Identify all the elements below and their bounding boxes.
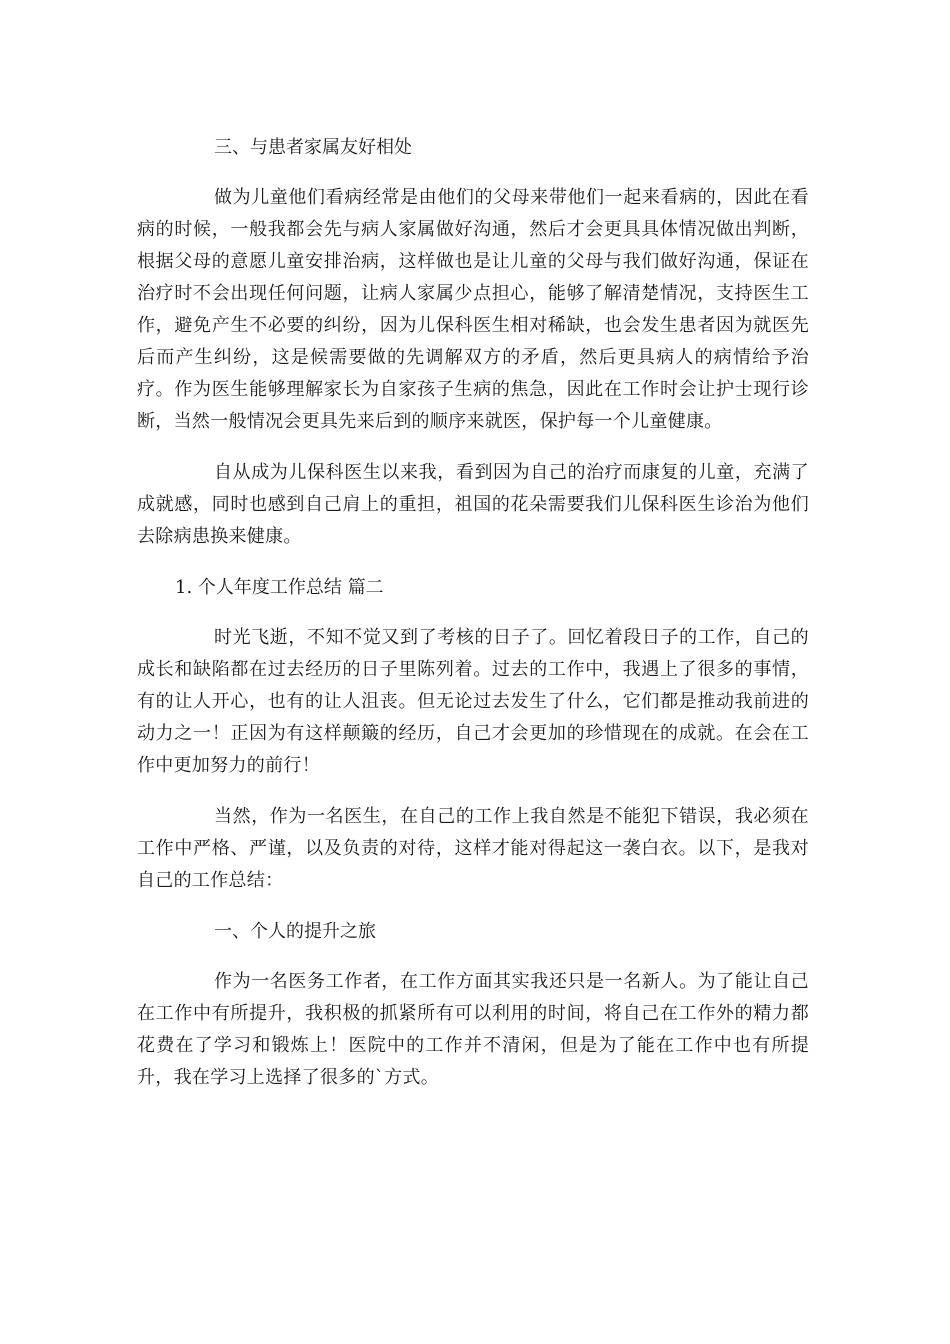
paragraph-as-a-doctor: 当然，作为一名医生，在自己的工作上我自然是不能犯下错误，我必须在工作中严格、严谨，以及负责的对待，这样才能对得起这一袭白衣。以下，是我对自己的工作总结： <box>137 806 809 891</box>
paragraph-family-communication: 做为儿童他们看病经常是由他们的父母来带他们一起来看病的，因此在看病的时候，一般我都会先与病人家属做好沟通，然后才会更具具体情况做出判断，根据父母的意愿儿童安排治病，这样做也是让儿童的父母与我们做好沟通，保证在治疗时不会出现任何问题，让病人家属少点担心，能够了解清楚情况，支持医生工作，避免产生不必要的纠纷，因为儿保科医生相对稀缺，也会发生患者因为就医先后而产生纠纷，这是候需要做的先调解双方的矛盾，然后更具病人的病情给予治疗。作为医生能够理解家长为自家孩子生病的焦急，因此在工作时会让护士现行诊断，当然一般情况会更具先来后到的顺序来就医，保护每一个儿童健康。 <box>137 187 809 432</box>
section-heading-personal-growth: 一、个人的提升之旅 <box>214 921 376 942</box>
document-body <box>137 132 809 1094</box>
section-heading-family-relations: 三、与患者家属友好相处 <box>214 137 412 158</box>
paragraph-time-flies: 时光飞逝，不知不觉又到了考核的日子了。回忆着段日子的工作，自己的成长和缺陷都在过去经历的日子里陈列着。过去的工作中，我遇上了很多的事情，有的让人开心，也有的让人沮丧。但无论过去发生了什么，它们都是推动我前进的动力之一！正因为有这样颠簸的经历，自己才会更加的珍惜现在的成就。在会在工作中更加努力的前行！ <box>137 627 809 776</box>
paragraph-sense-of-achievement: 自从成为儿保科医生以来我，看到因为自己的治疗而康复的儿童，充满了成就感，同时也感到自己肩上的重担，祖国的花朵需要我们儿保科医生诊治为他们去除病患换来健康。 <box>137 462 809 547</box>
paragraph-medical-worker: 作为一名医务工作者，在工作方面其实我还只是一名新人。为了能让自己在工作中有所提升，我积极的抓紧所有可以利用的时间，将自己在工作外的精力都花费在了学习和锻炼上！医院中的工作并不清闲，但是为了能在工作中也有所提升，我在学习上选择了很多的`方式。 <box>137 971 809 1088</box>
section-heading-annual-summary: 1. 个人年度工作总结 篇二 <box>175 577 384 598</box>
